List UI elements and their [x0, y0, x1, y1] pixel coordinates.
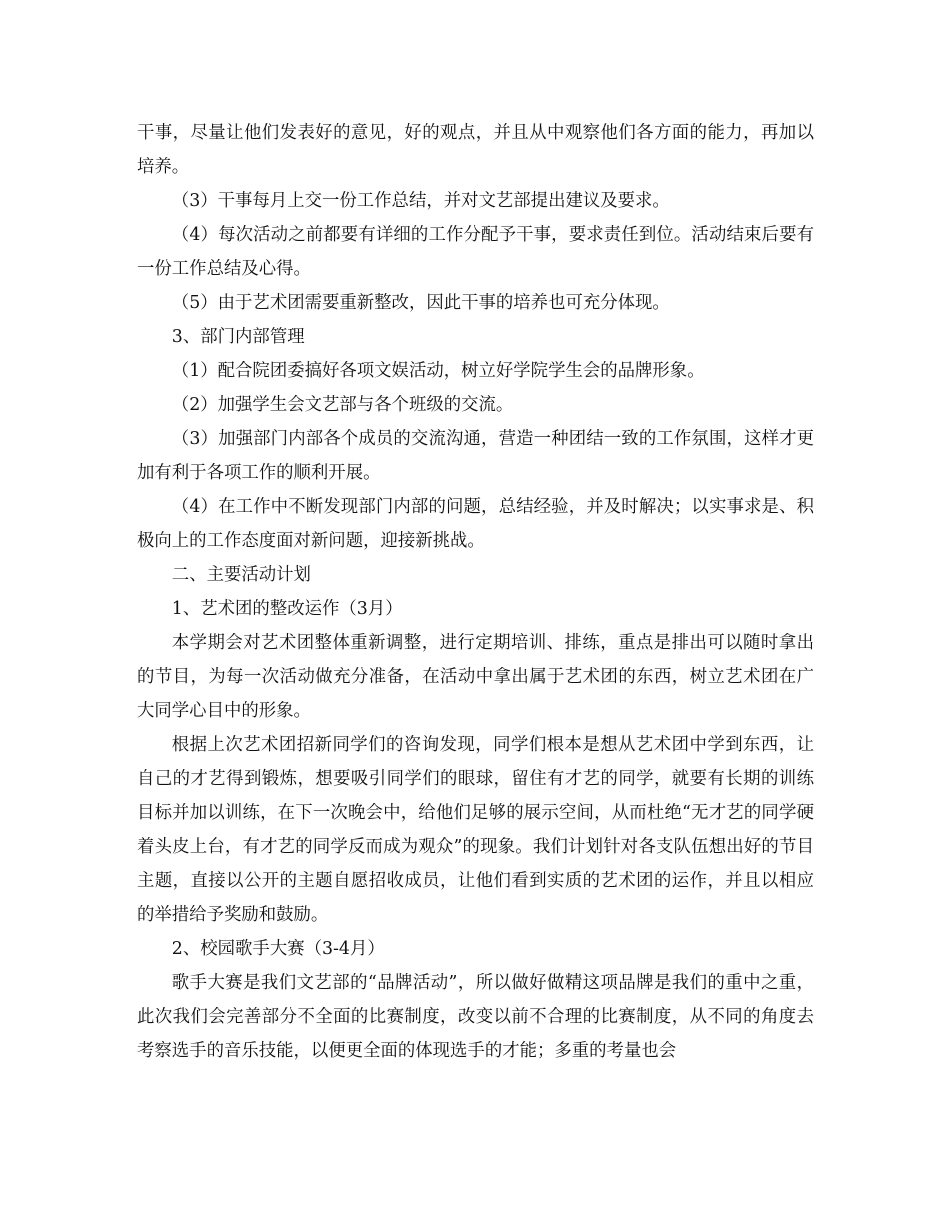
paragraph-art-troupe-recruitment: 根据上次艺术团招新同学们的咨询发现，同学们根本是想从艺术团中学到东西，让自己的才艺得到锻炼，想要吸引同学们的眼球，留住有才艺的同学，就要有长期的训练目标并加以训练，在下一次晚会中，给他们足够的展示空间，从而杜绝“无才艺的同学硬着头皮上台，有才艺的同学反而成为观众”的现象。我们计划针对各支队伍想出好的节目主题，直接以公开的主题自愿招收成员，让他们看到实质的艺术团的运作，并且以相应的举措给予奖励和鼓励。: [137, 735, 814, 925]
paragraph-item-5-art-troupe-reform: （5）由于艺术团需要重新整改，因此干事的培养也可充分体现。: [171, 293, 670, 313]
paragraph-item-3-member-communication: （3）加强部门内部各个成员的交流沟通，营造一种团结一致的工作氛围，这样才更加有利于各项工作的顺利开展。: [137, 429, 814, 483]
subheading-art-troupe-reform: 1、艺术团的整改运作（3月）: [171, 599, 403, 619]
paragraph-continuation: 干事，尽量让他们发表好的意见，好的观点，并且从中观察他们各方面的能力，再加以培养。: [137, 123, 814, 177]
document-body: [137, 116, 814, 1068]
paragraph-item-4-task-assignment: （4）每次活动之前都要有详细的工作分配予干事，要求责任到位。活动结束后要有一份工作总结及心得。: [137, 225, 814, 279]
paragraph-item-3-monthly-summary: （3）干事每月上交一份工作总结，并对文艺部提出建议及要求。: [171, 191, 670, 211]
paragraph-item-2-class-exchange: （2）加强学生会文艺部与各个班级的交流。: [171, 395, 514, 415]
paragraph-item-1-cooperation: （1）配合院团委搞好各项文娱活动，树立好学院学生会的品牌形象。: [171, 361, 705, 381]
paragraph-item-4-problem-solving: （4）在工作中不断发现部门内部的问题，总结经验，并及时解决；以实事求是、积极向上的工作态度面对新问题，迎接新挑战。: [137, 497, 814, 551]
section-heading-main-activities: 二、主要活动计划: [171, 565, 311, 585]
paragraph-art-troupe-adjustment: 本学期会对艺术团整体重新调整，进行定期培训、排练，重点是排出可以随时拿出的节目，为每一次活动做充分准备，在活动中拿出属于艺术团的东西，树立艺术团在广大同学心目中的形象。: [137, 633, 814, 721]
paragraph-singer-contest: 歌手大赛是我们文艺部的“品牌活动”，所以做好做精这项品牌是我们的重中之重，此次我们会完善部分不全面的比赛制度，改变以前不合理的比赛制度，从不同的角度去考察选手的音乐技能，以便更全面的体现选手的才能；多重的考量也会: [137, 973, 814, 1061]
subheading-campus-singer-contest: 2、校园歌手大赛（3-4月）: [171, 939, 385, 959]
section-heading-internal-management: 3、部门内部管理: [171, 327, 305, 347]
